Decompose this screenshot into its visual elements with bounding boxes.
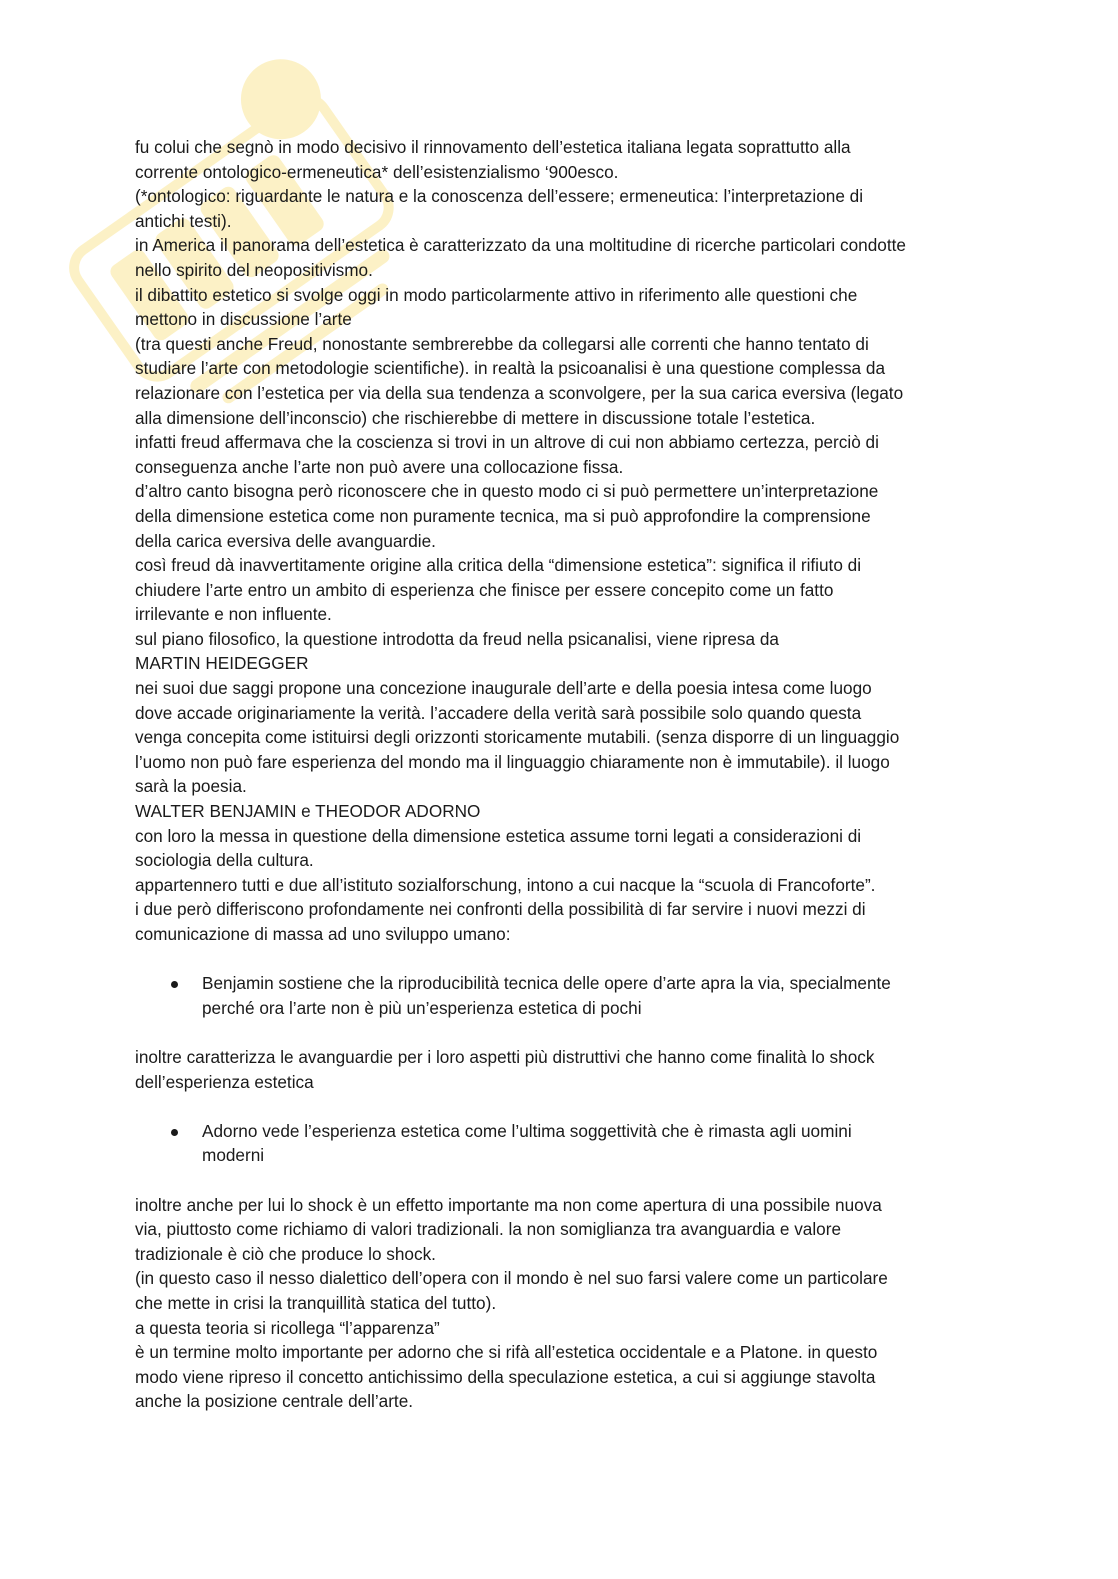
- text-line: modo viene ripreso il concetto antichissimo della speculazione estetica, a cui si aggiunge stavolta: [135, 1366, 876, 1387]
- bullet-item-continuation: [135, 1143, 985, 1168]
- text-line: inoltre caratterizza le avanguardie per i loro aspetti più distruttivi che hanno come finalità lo shock: [135, 1046, 875, 1067]
- text-line: perché ora l’arte non è più un’esperienza estetica di pochi: [202, 997, 642, 1018]
- text-line: tradizionale è ciò che produce lo shock.: [135, 1243, 436, 1264]
- bullet-item: [135, 971, 985, 996]
- text-line: alla dimensione dell’inconscio) che rischierebbe di mettere in discussione totale l’estetica.: [135, 407, 816, 428]
- text-line: Adorno vede l’esperienza estetica come l’ultima soggettività che è rimasta agli uomini: [202, 1120, 852, 1141]
- text-line: della dimensione estetica come non puramente tecnica, ma si può approfondire la comprensione: [135, 505, 871, 526]
- text-line: (tra questi anche Freud, nonostante sembrerebbe da collegarsi alle correnti che hanno tentato di: [135, 333, 869, 354]
- paragraph-gap: [135, 947, 985, 972]
- text-line: sociologia della cultura.: [135, 850, 314, 871]
- text-line: via, piuttosto come richiamo di valori tradizionali. la non somiglianza tra avanguardia e valore: [135, 1219, 842, 1240]
- text-line: chiudere l’arte entro un ambito di esperienza che finisce per essere concepito come un fatto: [135, 579, 834, 600]
- text-line: sul piano filosofico, la questione introdotta da freud nella psicanalisi, viene ripresa da: [135, 628, 779, 649]
- text-line: in America il panorama dell’estetica è caratterizzato da una moltitudine di ricerche particolari condotte: [135, 235, 906, 256]
- text-line: conseguenza anche l’arte non può avere una collocazione fissa.: [135, 456, 624, 477]
- text-line: è un termine molto importante per adorno che si rifà all’estetica occidentale e a Platone. in questo: [135, 1342, 878, 1363]
- text-line: il dibattito estetico si svolge oggi in modo particolarmente attivo in riferimento alle questioni che: [135, 284, 858, 305]
- text-line: anche la posizione centrale dell’arte.: [135, 1391, 414, 1412]
- paragraph-gap: [135, 1094, 985, 1119]
- text-line: a questa teoria si ricollega “l’apparenza”: [135, 1317, 440, 1338]
- text-line: Benjamin sostiene che la riproducibilità tecnica delle opere d’arte apra la via, specialmente: [202, 973, 891, 994]
- paragraph-gap: [135, 1168, 985, 1193]
- text-line: sarà la poesia.: [135, 776, 247, 797]
- document-body: [135, 135, 985, 1414]
- text-line: dell’esperienza estetica: [135, 1071, 314, 1092]
- text-line: l’uomo non può fare esperienza del mondo ma il linguaggio chiaramente non è immutabile). il luogo: [135, 751, 890, 772]
- text-line: moderni: [202, 1145, 265, 1166]
- text-line: nei suoi due saggi propone una concezione inaugurale dell’arte e della poesia intesa come luogo: [135, 678, 872, 699]
- text-line: relazionare con l’estetica per via della sua tendenza a sconvolgere, per la sua carica eversiva (legato: [135, 382, 904, 403]
- text-line: antichi testi).: [135, 210, 232, 231]
- text-line: corrente ontologico-ermeneutica* dell’esistenzialismo ‘900esco.: [135, 161, 619, 182]
- text-line: con loro la messa in questione della dimensione estetica assume torni legati a considerazioni di: [135, 825, 862, 846]
- text-line: i due però differiscono profondamente nei confronti della possibilità di far servire i nuovi mezzi di: [135, 899, 866, 920]
- bullet-dot-icon: [171, 1129, 178, 1136]
- bullet-item-continuation: [135, 996, 985, 1021]
- text-line: comunicazione di massa ad uno sviluppo umano:: [135, 924, 511, 944]
- text-line: WALTER BENJAMIN e THEODOR ADORNO: [135, 801, 481, 822]
- text-line: (*ontologico: riguardante le natura e la conoscenza dell’essere; ermeneutica: l’interpretazione di: [135, 186, 864, 207]
- text-line: fu colui che segnò in modo decisivo il rinnovamento dell’estetica italiana legata soprattutto alla: [135, 137, 851, 157]
- bullet-dot-icon: [171, 981, 178, 988]
- text-line: che mette in crisi la tranquillità statica del tutto).: [135, 1292, 497, 1313]
- bullet-item: [135, 1119, 985, 1144]
- text-line: (in questo caso il nesso dialettico dell’opera con il mondo è nel suo farsi valere come un particolare: [135, 1268, 888, 1289]
- text-line: dove accade originariamente la verità. l’accadere della verità sarà possibile solo quando questa: [135, 702, 862, 723]
- text-line: MARTIN HEIDEGGER: [135, 653, 309, 674]
- text-line: infatti freud affermava che la coscienza si trovi in un altrove di cui non abbiamo certezza, perciò di: [135, 432, 879, 453]
- text-line: nello spirito del neopositivismo.: [135, 259, 373, 280]
- text-line: inoltre anche per lui lo shock è un effetto importante ma non come apertura di una possibile nuova: [135, 1194, 882, 1215]
- text-line: così freud dà inavvertitamente origine alla critica della “dimensione estetica”: significa il rifiuto di: [135, 555, 862, 576]
- text-line: appartennero tutti e due all’istituto sozialforschung, intono a cui nacque la “scuola di Francoforte”.: [135, 874, 876, 895]
- paragraph-gap: [135, 1020, 985, 1045]
- text-line: d’altro canto bisogna però riconoscere che in questo modo ci si può permettere un’interpretazione: [135, 481, 879, 502]
- text-line: mettono in discussione l’arte: [135, 309, 352, 330]
- text-line: studiare l’arte con metodologie scientifiche). in realtà la psicoanalisi è una questione complessa da: [135, 358, 885, 379]
- text-line: venga concepita come istituirsi degli orizzonti storicamente mutabili. (senza disporre di un linguaggio: [135, 727, 900, 748]
- text-line: della carica eversiva delle avanguardie.: [135, 530, 436, 551]
- text-line: irrilevante e non influente.: [135, 604, 332, 625]
